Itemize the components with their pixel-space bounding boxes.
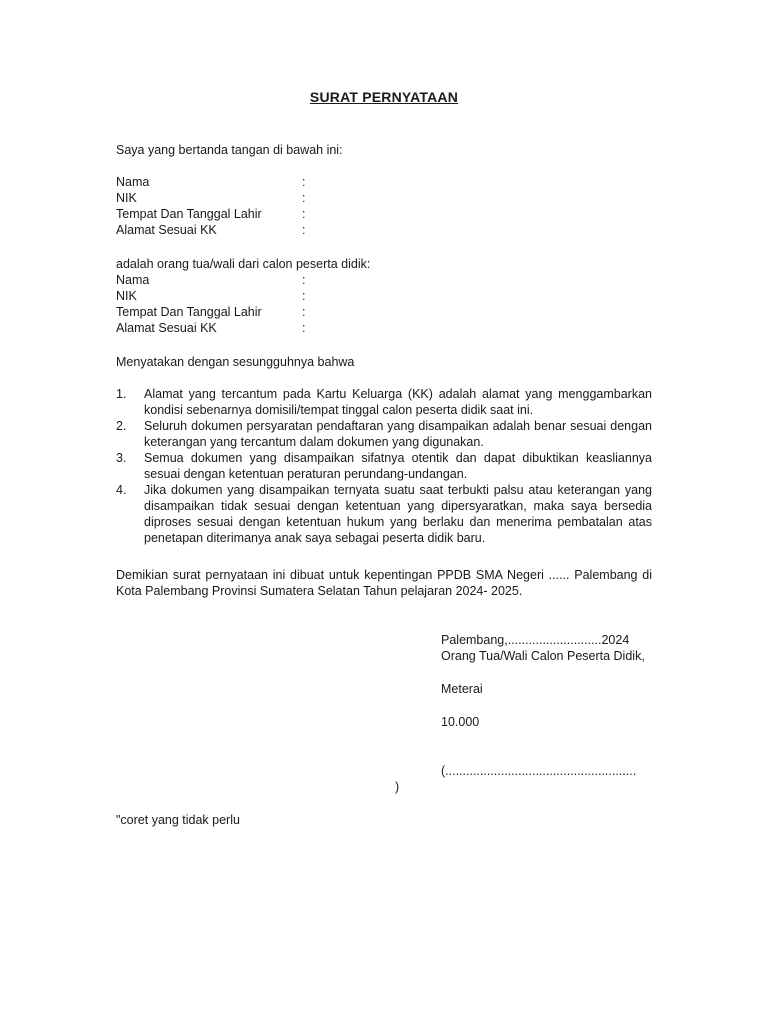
signature-name-close: ) <box>395 780 400 794</box>
field-label: Alamat Sesuai KK <box>116 223 217 237</box>
statement-item <box>116 386 652 418</box>
stamp-value: 10.000 <box>441 715 480 729</box>
statement-number: 4. <box>116 483 127 497</box>
field-colon: : <box>302 207 306 221</box>
statement-item <box>116 482 652 546</box>
closing-paragraph: Demikian surat pernyataan ini dibuat untuk kepentingan PPDB SMA Negeri ...... Palembang di Kota Palembang Provinsi Sumatera Selatan Tahun pelajaran 2024- 2025. <box>116 568 652 598</box>
signature-role: Orang Tua/Wali Calon Peserta Didik, <box>441 649 645 663</box>
statement-item <box>116 450 652 482</box>
statement-number: 3. <box>116 451 127 465</box>
field-label: Nama <box>116 175 150 189</box>
field-colon: : <box>302 305 306 319</box>
field-label: Nama <box>116 273 150 287</box>
child-field-nik <box>116 288 316 304</box>
field-label: NIK <box>116 191 137 205</box>
statement-number: 2. <box>116 419 127 433</box>
field-label: Alamat Sesuai KK <box>116 321 217 335</box>
child-field-birth <box>116 304 316 320</box>
statement-text: Seluruh dokumen persyaratan pendaftaran yang disampaikan adalah benar sesuai dengan keterangan yang tercantum dalam dokumen yang digunakan. <box>144 419 652 449</box>
parent-field-birth <box>116 206 316 222</box>
signature-place-date: Palembang,...........................2024 <box>441 633 630 647</box>
statement-item <box>116 418 652 450</box>
field-label: Tempat Dan Tanggal Lahir <box>116 305 262 319</box>
statement-text: Jika dokumen yang disampaikan ternyata suatu saat terbukti palsu atau keterangan yang disampaikan tidak sesuai dengan ketentuan yang dipersyaratkan, maka saya bersedia diproses sesuai dengan ketentuan hukum yang berlaku dan menerima pembatalan atas penetapan diterimanya anak saya sebagai peserta didik baru. <box>144 483 652 545</box>
parent-field-name <box>116 174 316 190</box>
signature-name-line: (....................................................... <box>441 764 637 778</box>
statement-text: Semua dokumen yang disampaikan sifatnya otentik dan dapat dibuktikan keasliannya sesuai dengan ketentuan peraturan perundang-undangan. <box>144 451 652 481</box>
statement-list <box>116 386 652 546</box>
statement-intro-text: Menyatakan dengan sesungguhnya bahwa <box>116 355 355 369</box>
field-label: NIK <box>116 289 137 303</box>
statement-number: 1. <box>116 387 127 401</box>
field-colon: : <box>302 273 306 287</box>
field-colon: : <box>302 223 306 237</box>
parent-field-address <box>116 222 316 238</box>
field-label: Tempat Dan Tanggal Lahir <box>116 207 262 221</box>
field-colon: : <box>302 321 306 335</box>
field-colon: : <box>302 175 306 189</box>
statement-text: Alamat yang tercantum pada Kartu Keluarga (KK) adalah alamat yang menggambarkan kondisi sebenarnya domisili/tempat tinggal calon peserta didik saat ini. <box>144 387 652 417</box>
intro-text: Saya yang bertanda tangan di bawah ini: <box>116 143 343 157</box>
stamp-label: Meterai <box>441 682 483 696</box>
document-title: SURAT PERNYATAAN <box>309 89 459 105</box>
field-colon: : <box>302 191 306 205</box>
child-field-name <box>116 272 316 288</box>
child-field-address <box>116 320 316 336</box>
field-colon: : <box>302 289 306 303</box>
parent-field-nik <box>116 190 316 206</box>
footnote: "coret yang tidak perlu <box>116 813 240 827</box>
child-intro-text: adalah orang tua/wali dari calon peserta didik: <box>116 257 371 271</box>
